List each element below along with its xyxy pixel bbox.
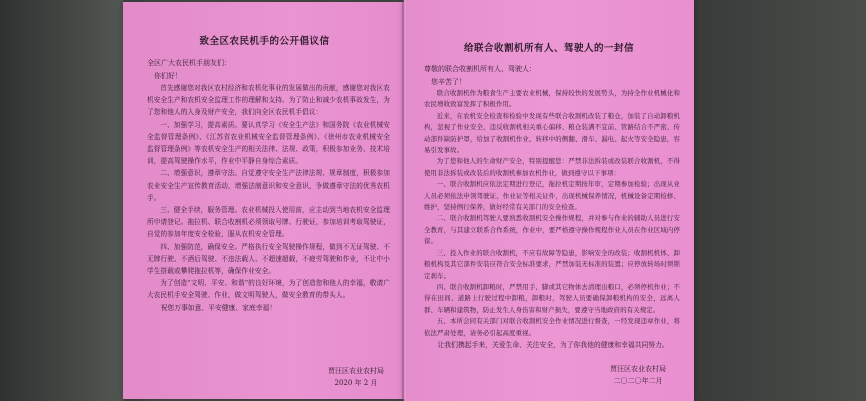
left-letter-paragraph: 首先感谢您对我区农村经济和农机化事业的发展做出的贡献，感谢您对我区农机安全生产和农机安全监理工作的理解和支持。为了防止和减少农机事故发生，为了您和他人的人身及财产安全，我们向全区农民机手倡议： [147,84,390,117]
right-letter-closing: 让我们携起手来，关爱生命、关注安全，为了你我他的健康和幸福共同努力。 [437,340,669,349]
background-left [0,0,123,401]
right-letter-paragraph: 近来，在农机安全检查和检验中发现有些联合收割机改装了粮仓，加装了自动卸粮机构，忽视了作业安全，违反收割机相关重心偏移、粮仓装满不宜前、管路结合不严密、传动部件缺防护罩，给加了收割机作业、转移中的侧翻、滑车、漏电、起火等安全隐患，容易引发事故。 [424,111,680,155]
right-letter-greeting: 您辛苦了！ [431,77,466,86]
left-letter-salutation: 全区广大农民机手朋友们： [147,59,231,67]
right-letter-sheet [404,0,694,401]
left-letter-title: 致全区农民机手的公开倡议信 [199,36,330,47]
left-letter-signature [328,365,384,389]
right-letter-paragraph: 五、本所会同有关部门对联合收割机安全作业情况进行督查，一经发现违章作业，将依法严肃处理，请务必引起高度重视。 [424,317,680,337]
right-letter-paragraph: 四、联合收割机卸粮时，严禁用手、脚或其它物体去清理出粮口，必须停机作业；不得在田间、道路上行驶过程中卸粮，卸粮时，驾驶人员要确保卸粮机构的安全，远离人群、车辆和建筑物，防止发生人身伤害和财产损失，要遵守当地政府的有关规定。 [424,282,680,314]
background-right [694,0,866,401]
right-letter-signature-date: 二〇二〇年二月 [613,377,663,385]
right-letter-signature [610,363,666,387]
left-letter-signature-org: 贾汪区农业农村局 [328,367,384,375]
right-letter-body [404,63,694,351]
right-letter-signature-org: 贾汪区农业农村局 [610,365,666,373]
left-letter-body [123,57,406,314]
right-letter-paragraph: 三、投入作业的联合收割机，不应有故障等隐患，影响安全的改装；收割机机体、卸粮机构及其它部件安装应符合安全标准要求，严禁加装无标准的装置；应停放转场时须锁定刹车。 [424,248,680,280]
left-letter-greeting: 你们好！ [154,71,182,80]
left-letter-paragraph: 三、健全手续，服务管理。农业机械投入使用前，应主动到当地农机安全监理所申请登记。拖拉机、联合收割机必须领取号牌、行驶证，参加培训考取驾驶证，自觉的参加年度安全检验，服从农机安全管理。 [147,206,390,239]
right-letter-paragraph: 为了您和他人的生命财产安全，特别提醒您：严禁非法拆装或改装联合收割机，不得使用非法拆装或改装后的收割机参加农机作业，做到遵守以下事项： [424,157,680,177]
right-letter-paragraph: 二、联合收割机驾驶人要熟悉收割机安全操作规程，并对参与作业的辅助人员进行安全教育，与其建立联系合作系统，作业中，要严格遵守操作规程作业人员在作业区域内停留。 [424,214,680,246]
left-letter-closing: 祝您万事如意、平安健康、家庭幸福！ [160,303,277,312]
right-letter-paragraph: 一、联合收割机应依法定期进行登记，拖拉机定期按年审，定期参加检验；出现从业人员必须依法申领驾驶证、作业证等相关证件，出现机械保养情况，机械设备定期检修、维护，坚持例行保养，做好经常有关部门的安全检查。 [424,180,680,212]
left-letter-sheet [123,2,406,399]
left-letter-paragraph: 一、加强学习，提高素质。要认真学习《安全生产法》和国务院《农业机械安全监督管理条例》、《江苏省农业机械安全监督管理条例》、《徐州市农业机械安全监督管理条例》等农机安全生产的相关法律、法规、政策，积极参加业务、技术培训，提高驾驶操作水平，作业中平静自身综合素质。 [147,120,390,166]
page-fold-shadow [402,0,406,401]
left-letter-paragraph: 二、增强意识，遵章守法。自觉遵守安全生产法律法规、规章制度，积极参加农业安全生产宣传教育活动，增强法制意识和安全意识，争做遵章守法的优秀农机手。 [147,169,390,202]
right-letter-title: 给联合收割机所有人、驾驶人的一封信 [463,43,634,54]
right-letter-salutation: 尊敬的联合收割机所有人、驾驶人： [424,65,536,73]
left-letter-paragraph: 为了创造“文明、平安、和谐”的良好环境，为了创造您和他人的幸福，敬请广大农民机手安全驾驶、作业，做文明驾驶人，做安全教育的带头人。 [147,279,390,300]
right-letter-paragraph: 联合收割机作为粮食生产主要农业机械，保持较快的发展势头，为持全作业机械化和农民增收致富发挥了积极作用。 [424,89,680,109]
left-letter-signature-date: 2020 年 2 月 [334,379,378,387]
left-letter-paragraph: 四、加强防范，确保安全。严格执行安全驾驶操作规程，做到不无证驾驶、不无牌行驶、不酒后驾驶、不违法载人、不超速超载，不疲劳驾驶和作业，不让中小学生搭载或攀爬拖拉机等，确保作业安全。 [147,242,390,276]
